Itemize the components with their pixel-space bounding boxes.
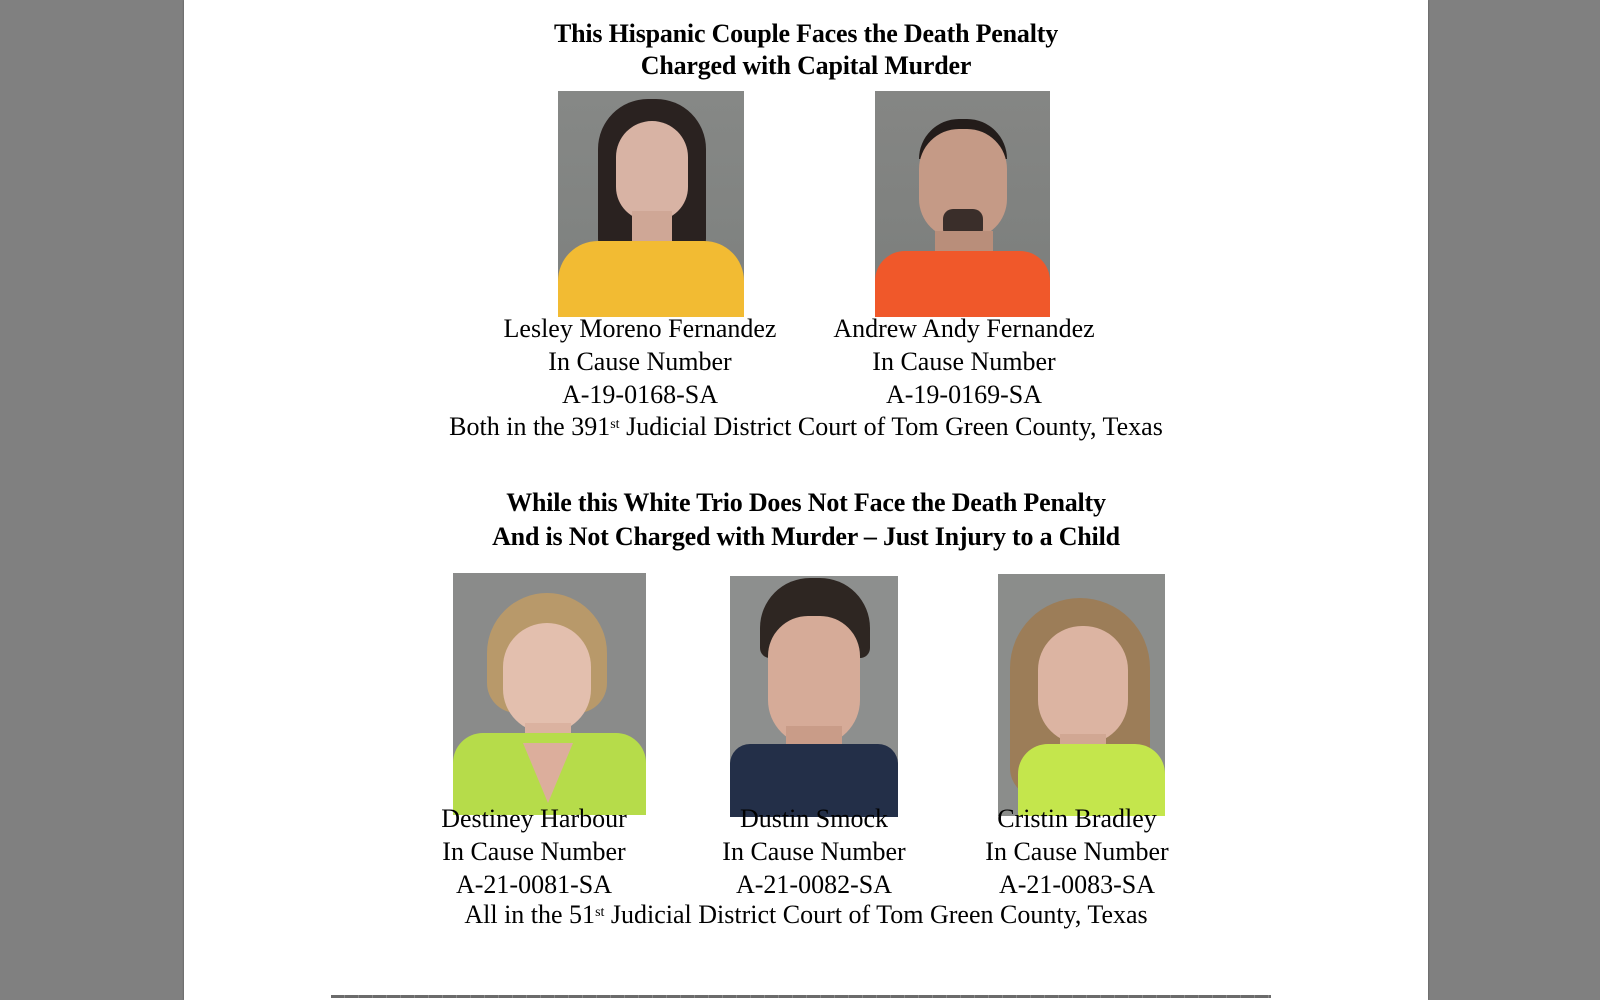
section2-court-line: All in the 51st Judicial District Court of Tom Green County, Texas (464, 900, 1148, 929)
cause-label: In Cause Number (985, 837, 1169, 866)
underscore-rule (331, 995, 1271, 998)
section2-heading-line1: While this White Trio Does Not Face the Death Penalty (506, 488, 1106, 517)
ordinal-suffix: st (610, 417, 620, 432)
cause-number: A-21-0081-SA (456, 870, 612, 899)
cause-label: In Cause Number (548, 347, 732, 376)
document-page (184, 0, 1428, 1000)
ordinal-suffix: st (595, 905, 605, 920)
mugshot-cristin-bradley (998, 574, 1165, 816)
cause-number: A-19-0169-SA (886, 380, 1042, 409)
section1-court-line: Both in the 391st Judicial District Court of Tom Green County, Texas (449, 412, 1163, 441)
cause-number: A-21-0082-SA (736, 870, 892, 899)
person-name: Destiney Harbour (441, 804, 627, 833)
cause-label: In Cause Number (722, 837, 906, 866)
cause-number: A-19-0168-SA (562, 380, 718, 409)
person-name: Dustin Smock (739, 804, 889, 833)
mugshot-andrew-andy-fernandez (875, 91, 1050, 317)
mugshot-destiney-harbour (453, 573, 646, 815)
cause-number: A-21-0083-SA (999, 870, 1155, 899)
cause-label: In Cause Number (442, 837, 626, 866)
person-card-cristin (877, 802, 1277, 901)
mugshot-dustin-smock (730, 576, 898, 817)
section1-heading-line2: Charged with Capital Murder (640, 51, 972, 80)
cause-label: In Cause Number (872, 347, 1056, 376)
person-name: Andrew Andy Fernandez (833, 314, 1095, 343)
person-name: Cristin Bradley (997, 804, 1157, 833)
person-card-andrew (754, 312, 1174, 411)
person-name: Lesley Moreno Fernandez (503, 314, 777, 343)
mugshot-lesley-moreno-fernandez (558, 91, 744, 317)
section1-heading-line1: This Hispanic Couple Faces the Death Penalty (554, 19, 1058, 48)
section2-heading-line2: And is Not Charged with Murder – Just Injury to a Child (492, 522, 1120, 551)
